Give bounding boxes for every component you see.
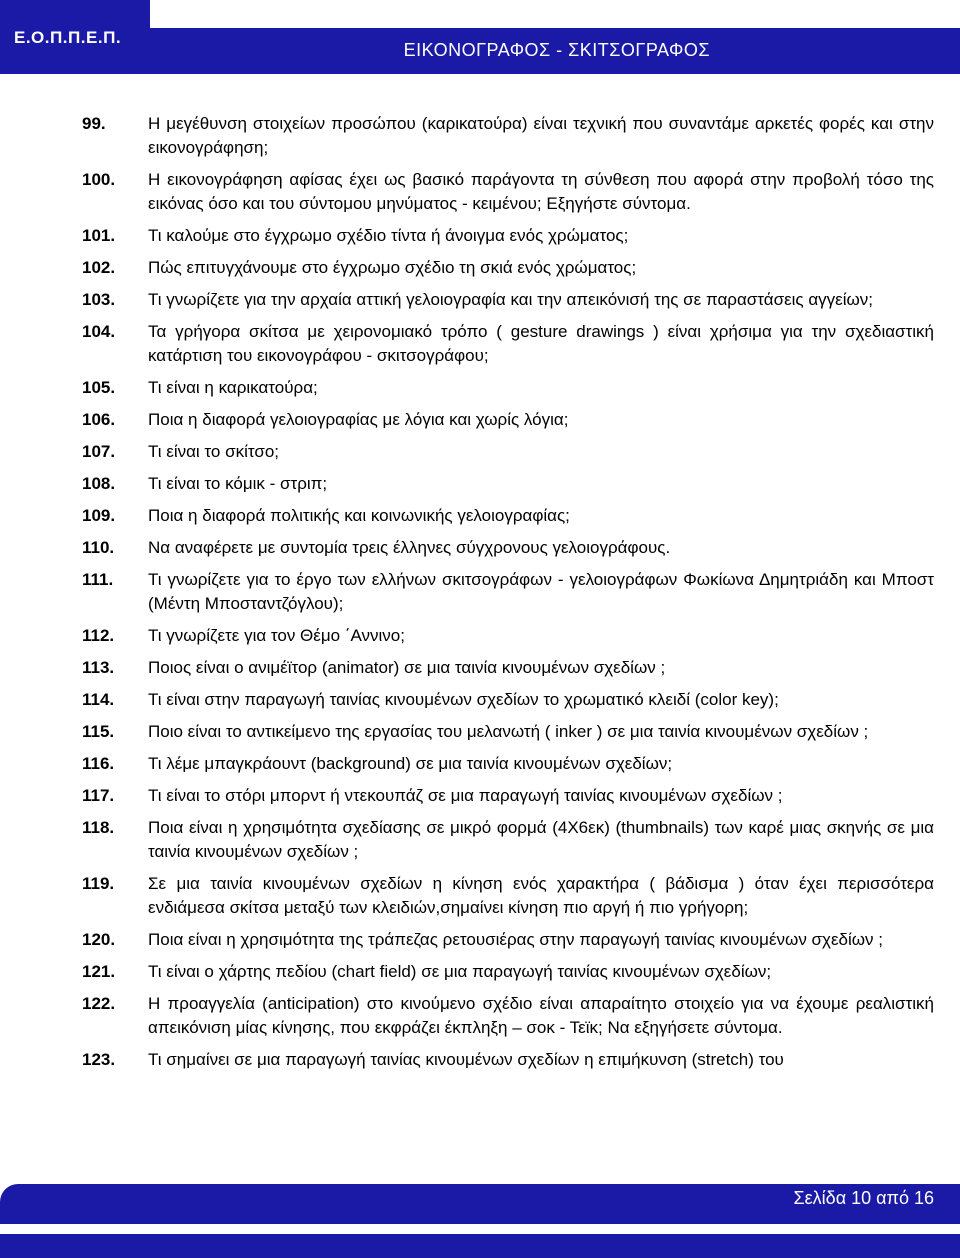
question-text: Τι είναι η καρικατούρα;: [148, 378, 318, 397]
question-item: [82, 872, 934, 920]
question-text: Η προαγγελία (anticipation) στο κινούμενο σχέδιο είναι απαραίτητο στοιχείο για να έχουμε ρεαλιστική απεικόνιση μίας κίνησης, που εκφράζει έκπληξη – σοκ - Τεϊκ; Να εξηγήσετε σύντομα.: [148, 994, 934, 1037]
question-item: [82, 224, 934, 248]
question-number: 101.: [82, 226, 116, 245]
question-item: [82, 536, 934, 560]
question-item: [82, 720, 934, 744]
question-number: 105.: [82, 378, 116, 397]
question-item: [82, 288, 934, 312]
question-number: 111.: [82, 570, 114, 589]
question-item: [82, 624, 934, 648]
question-text: Η μεγέθυνση στοιχείων προσώπου (καρικατούρα) είναι τεχνική που συναντάμε αρκετές φορές και στην εικονογράφηση;: [148, 114, 934, 157]
question-number: 120.: [82, 930, 116, 949]
question-text: Να αναφέρετε με συντομία τρεις έλληνες σύγχρονους γελοιογράφους.: [148, 538, 671, 557]
question-text: Τι γνωρίζετε για τον Θέμο ΄Αννινο;: [148, 626, 405, 645]
question-text: Ποιο είναι το αντικείμενο της εργασίας του μελανωτή ( inker ) σε μια ταινία κινουμένων σχεδίων ;: [148, 722, 869, 741]
question-number: 100.: [82, 170, 116, 189]
question-number: 123.: [82, 1050, 116, 1069]
question-text: Ποια η διαφορά γελοιογραφίας με λόγια και χωρίς λόγια;: [148, 410, 569, 429]
question-item: [82, 568, 934, 616]
question-text: Τι καλούμε στο έγχρωμο σχέδιο τίντα ή άνοιγμα ενός χρώματος;: [148, 226, 629, 245]
question-number: 99.: [82, 114, 106, 133]
question-text: Τι γνωρίζετε για το έργο των ελλήνων σκιτσογράφων - γελοιογράφων Φωκίωνα Δημητριάδη και Μποστ (Μέντη Μποσταντζόγλου);: [148, 570, 934, 613]
question-item: [82, 960, 934, 984]
question-number: 114.: [82, 690, 115, 709]
question-number: 118.: [82, 818, 115, 837]
question-item: [82, 656, 934, 680]
question-list: [82, 112, 934, 1080]
question-text: Ποια η διαφορά πολιτικής και κοινωνικής γελοιογραφίας;: [148, 506, 570, 525]
question-number: 106.: [82, 410, 116, 429]
question-number: 119.: [82, 874, 115, 893]
question-item: [82, 752, 934, 776]
question-text: Σε μια ταινία κινουμένων σχεδίων η κίνηση ενός χαρακτήρα ( βάδισμα ) όταν έχει περισσότερα ενδιάμεσα σκίτσα μεταξύ των κλειδιών,σημαίνει κίνηση πιο αργή ή πιο γρήγορη;: [148, 874, 934, 917]
document-title: ΕΙΚΟΝΟΓΡΑΦΟΣ - ΣΚΙΤΣΟΓΡΑΦΟΣ: [403, 40, 710, 60]
question-text: Τα γρήγορα σκίτσα με χειρονομιακό τρόπο ( gesture drawings ) είναι χρήσιμα για την σχεδιαστική κατάρτιση του εικονογράφου - σκιτσογράφου;: [148, 322, 934, 365]
question-number: 109.: [82, 506, 116, 525]
question-item: [82, 1048, 934, 1072]
question-number: 117.: [82, 786, 115, 805]
question-item: [82, 688, 934, 712]
question-number: 103.: [82, 290, 116, 309]
question-number: 121.: [82, 962, 116, 981]
question-item: [82, 112, 934, 160]
page-number: Σελίδα 10 από 16: [793, 1188, 934, 1208]
question-text: Τι λέμε μπαγκράουντ (background) σε μια ταινία κινουμένων σχεδίων;: [148, 754, 673, 773]
question-item: [82, 256, 934, 280]
question-number: 108.: [82, 474, 116, 493]
question-text: Ποια είναι η χρησιμότητα σχεδίασης σε μικρό φορμά (4Χ6εκ) (thumbnails) των καρέ μιας σκηνής σε μια ταινία κινουμένων σχεδίων ;: [148, 818, 934, 861]
question-text: Τι είναι το σκίτσο;: [148, 442, 280, 461]
question-text: Τι σημαίνει σε μια παραγωγή ταινίας κινουμένων σχεδίων η επιμήκυνση (stretch) του: [148, 1050, 784, 1069]
question-number: 115.: [82, 722, 115, 741]
question-item: [82, 472, 934, 496]
question-item: [82, 816, 934, 864]
question-number: 113.: [82, 658, 115, 677]
question-item: [82, 320, 934, 368]
question-text: Τι είναι στην παραγωγή ταινίας κινουμένων σχεδίων το χρωματικό κλειδί (color key);: [148, 690, 779, 709]
question-text: Τι είναι ο χάρτης πεδίου (chart field) σε μια παραγωγή ταινίας κινουμένων σχεδίων;: [148, 962, 772, 981]
question-number: 107.: [82, 442, 116, 461]
question-item: [82, 440, 934, 464]
question-number: 104.: [82, 322, 116, 341]
question-number: 110.: [82, 538, 115, 557]
question-text: Τι είναι το στόρι μπορντ ή ντεκουπάζ σε μια παραγωγή ταινίας κινουμένων σχεδίων ;: [148, 786, 783, 805]
question-text: Τι γνωρίζετε για την αρχαία αττική γελοιογραφία και την απεικόνισή της σε παραστάσεις αγγείων;: [148, 290, 874, 309]
question-number: 102.: [82, 258, 116, 277]
question-item: [82, 928, 934, 952]
question-text: Τι είναι το κόμικ - στριπ;: [148, 474, 328, 493]
question-number: 112.: [82, 626, 115, 645]
question-item: [82, 168, 934, 216]
question-text: Ποια είναι η χρησιμότητα της τράπεζας ρετουσιέρας στην παραγωγή ταινίας κινουμένων σχεδίων ;: [148, 930, 883, 949]
footer-separator: [0, 1224, 960, 1234]
question-text: Ποιος είναι ο ανιμέϊτορ (animator) σε μια ταινία κινουμένων σχεδίων ;: [148, 658, 666, 677]
question-text: Πώς επιτυγχάνουμε στο έγχρωμο σχέδιο τη σκιά ενός χρώματος;: [148, 258, 637, 277]
question-text: Η εικονογράφηση αφίσας έχει ως βασικό παράγοντα τη σύνθεση που αφορά στην προβολή τόσο της εικόνας όσο και του σύντομου μηνύματος - κειμένου; Εξηγήστε σύντομα.: [148, 170, 934, 213]
question-item: [82, 504, 934, 528]
question-item: [82, 784, 934, 808]
question-item: [82, 992, 934, 1040]
organization-label: Ε.Ο.Π.Π.Ε.Π.: [14, 28, 122, 47]
question-item: [82, 408, 934, 432]
question-item: [82, 376, 934, 400]
question-number: 116.: [82, 754, 115, 773]
footer-bottom-bar: [0, 1234, 960, 1258]
question-number: 122.: [82, 994, 116, 1013]
